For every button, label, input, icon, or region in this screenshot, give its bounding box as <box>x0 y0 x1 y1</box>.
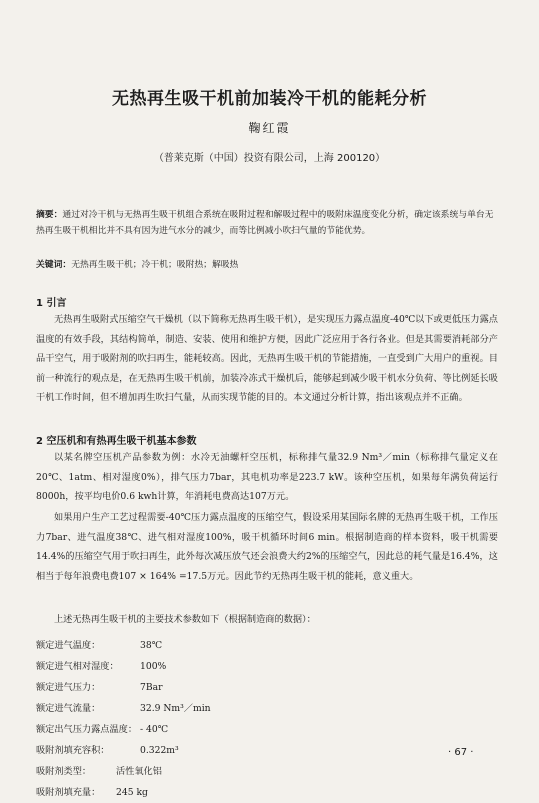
spec-label: 额定出气压力露点温度： <box>36 724 138 735</box>
author-name: 鞠红霞 <box>248 121 291 135</box>
abstract-label: 摘要： <box>36 210 63 220</box>
spec-item <box>36 635 211 656</box>
spec-item <box>36 698 211 719</box>
section-heading-introduction: 1 引言 <box>36 298 67 309</box>
spec-item <box>36 719 211 740</box>
paragraph-specs-intro: 上述无热再生吸干机的主要技术参数如下（根据制造商的数据）： <box>54 614 316 625</box>
spec-item <box>36 656 211 677</box>
spec-value: 32.9 Nm³／min <box>140 703 211 714</box>
spec-list <box>36 635 211 803</box>
spec-item <box>36 761 211 782</box>
spec-item <box>36 677 211 698</box>
affiliation: （普莱克斯（中国）投资有限公司，上海 200120） <box>153 153 386 164</box>
spec-value: 38℃ <box>140 640 162 651</box>
spec-value: 100% <box>140 661 167 672</box>
paragraph-introduction: 无热再生吸附式压缩空气干燥机（以下简称无热再生吸干机），是实现压力露点温度-40℃以下或更低压力露点温度的有效手段，其结构简单，制造、安装、使用和维护方便，因此广泛应用于各行各业。但是其需要消耗部分产品干空气，用于吸附剂的吹扫再生，能耗较高。因此，无热再生吸干机的节能措施，一直受到广大用户的重视。目前一种流行的观点是，在无热再生吸干机前，加装冷冻式干燥机后，能够起到减少吸干机水分负荷、等比例延长吸干机工作时间，但不增加再生吹扫气量，从而实现节能的目的。本文通过分析计算，指出该观点并不正确。 <box>36 314 498 404</box>
keywords <box>36 257 498 273</box>
spec-label: 吸附剂填充容积： <box>36 745 110 756</box>
abstract-text: 通过对冷干机与无热再生吸干机组合系统在吸附过程和解吸过程中的吸附床温度变化分析，确定该系统与单台无热再生吸干机相比并不具有因为进气水分的减少，而等比例减小吹扫气量的节能优势。 <box>36 210 494 236</box>
spec-label: 吸附剂类型： <box>36 766 92 777</box>
keywords-text: 无热再生吸干机；冷干机；吸附热；解吸热 <box>71 260 239 270</box>
spec-value: - 40℃ <box>140 724 168 735</box>
paragraph-dryer: 如果用户生产工艺过程需要-40℃压力露点温度的压缩空气，假设采用某国际名牌的无热再生吸干机，工作压力7bar、进气温度38℃、进气相对湿度100%，吸干机循环时间6 min。根据制造商的样本资料，吸干机需要14.4%的压缩空气用于吹扫再生，此外每次减压放气还会浪费大约2%的压缩空气，因此总的耗气量是16.4%，这相当于每年浪费电费107 × 164% =17.5万元。因此节约无热再生吸干机的能耗，意义重大。 <box>36 512 498 582</box>
spec-value: 245 kg <box>116 787 148 798</box>
spec-label: 吸附剂填充量： <box>36 787 101 798</box>
paragraph-compressor: 以某名牌空压机产品参数为例：水冷无油螺杆空压机，标称排气量32.9 Nm³／min（标称排气量定义在20℃、1atm、相对湿度0%），排气压力7bar，其电机功率是223.7 kW。该种空压机，如果每年满负荷运行8000h，按平均电价0.6 kwh计算，年消耗电费高达107万元。 <box>36 452 498 503</box>
page-number: · 67 · <box>448 747 474 758</box>
spec-value: 7Bar <box>140 682 163 693</box>
spec-label: 额定进气相对湿度： <box>36 661 119 672</box>
keywords-label: 关键词： <box>36 260 72 270</box>
spec-value: 活性氧化铝 <box>116 766 162 777</box>
spec-item <box>36 740 211 761</box>
spec-label: 额定进气流量： <box>36 703 101 714</box>
paper-title: 无热再生吸干机前加装冷干机的能耗分析 <box>112 89 427 109</box>
spec-label: 额定进气温度： <box>36 640 101 651</box>
spec-label: 额定进气压力： <box>36 682 101 693</box>
spec-value: 0.322m³ <box>140 745 179 756</box>
section-heading-parameters: 2 空压机和有热再生吸干机基本参数 <box>36 436 197 447</box>
abstract <box>36 207 498 239</box>
